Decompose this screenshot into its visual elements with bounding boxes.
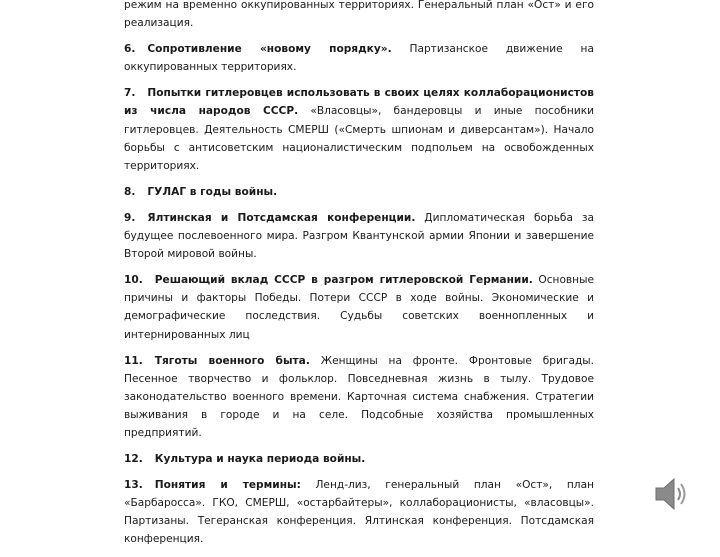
- item-heading: Культура и наука периода войны.: [154, 453, 366, 466]
- item-number: 8.: [124, 185, 136, 198]
- item-body: Женщины на фронте. Фронтовые бригады. Песенное творчество и фольклор. Повседневная жизнь в тылу. Трудовое законодательство военного времени. Карточная система снабжения. Стратегии выживания в городе и на селе. Подсобные хозяйства промышленных предприятий.: [124, 354, 595, 439]
- item-number: 9.: [124, 211, 136, 224]
- document-text: [124, 0, 594, 557]
- item-heading: Сопротивление «новому порядку».: [147, 43, 392, 56]
- list-item: [124, 183, 594, 201]
- item-heading: Понятия и термины:: [154, 479, 301, 492]
- item-body: Партизанское движение на оккупированных территориях.: [124, 43, 594, 74]
- item-body: Основные причины и факторы Победы. Потери СССР в ходе войны. Экономические и демографические последствия. Судьбы советских военнопленных и интернированных лиц: [124, 274, 594, 341]
- intro-paragraph: режим на временно оккупированных территориях. Генеральный план «Ост» и его реализация.: [124, 0, 594, 30]
- list-item: [124, 84, 594, 174]
- item-heading: Попытки гитлеровцев использовать в своих целях коллаборационистов из числа народов СССР.: [124, 87, 594, 118]
- speaker-icon[interactable]: [652, 474, 690, 514]
- item-body: «Власовцы», бандеровцы и иные пособники гитлеровцев. Деятельность СМЕРШ («Смерть шпионам и диверсантам»). Начало борьбы с антисоветским националистическим подпольем на освобожденных территориях.: [124, 105, 594, 172]
- item-body: Дипломатическая борьба за будущее послевоенного мира. Разгром Квантунской армии Японии и завершение Второй мировой войны.: [124, 211, 594, 261]
- item-heading: Решающий вклад СССР в разгром гитлеровской Германии.: [154, 274, 533, 287]
- item-heading: ГУЛАГ в годы войны.: [147, 185, 278, 198]
- list-item: [124, 476, 594, 548]
- list-item: [124, 209, 594, 263]
- item-number: 11.: [124, 354, 143, 367]
- list-item: [124, 450, 594, 468]
- list-item: [124, 352, 594, 442]
- item-number: 13.: [124, 479, 143, 492]
- item-heading: Ялтинская и Потсдамская конференции.: [147, 211, 416, 224]
- list-item: [124, 40, 594, 76]
- item-number: 12.: [124, 453, 143, 466]
- item-number: 6.: [124, 43, 136, 56]
- item-number: 10.: [124, 274, 143, 287]
- list-item: [124, 271, 594, 343]
- item-body: Ленд-лиз, генеральный план «Ост», план «Барбаросса». ГКО, СМЕРШ, «остарбайтеры», коллаборационисты, «власовцы». Партизаны. Тегеранская конференция. Ялтинская конференция. Потсдамская конференция.: [124, 479, 594, 546]
- item-number: 7.: [124, 87, 136, 100]
- item-heading: Тяготы военного быта.: [154, 354, 310, 367]
